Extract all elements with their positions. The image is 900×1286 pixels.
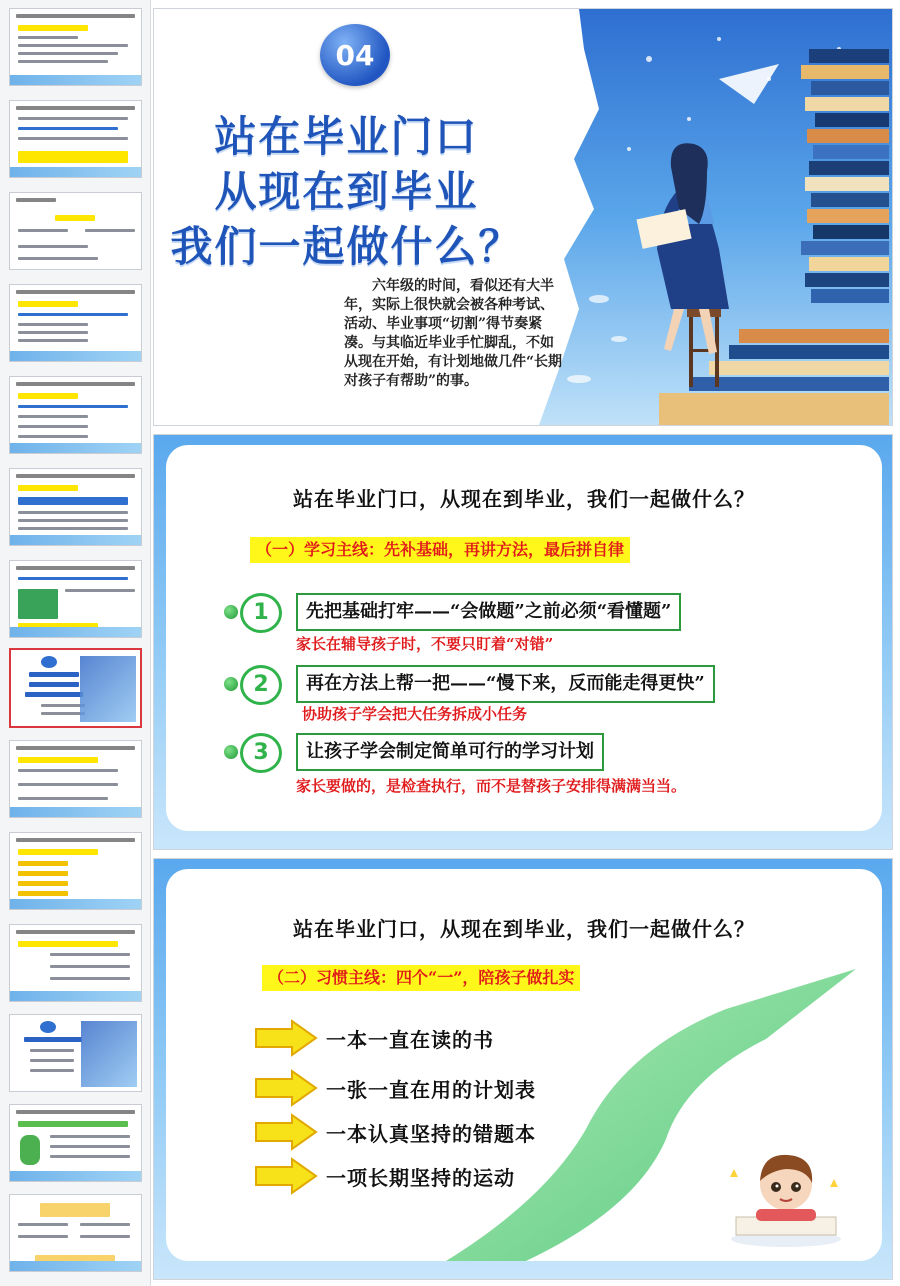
arrow-right-icon [254,1019,318,1057]
slide-thumbnail-2[interactable] [9,100,142,178]
slide-thumbnail-4[interactable] [9,284,142,362]
slide-thumbnail-9[interactable] [9,740,142,818]
slide-thumbnail-12[interactable] [9,1014,142,1092]
slide-title-line-2: 从现在到毕业 [214,167,479,216]
slide-title-line-1: 站在毕业门口 [214,112,479,161]
bullet-dot-icon [224,677,238,691]
slide-thumbnail-14[interactable] [9,1194,142,1272]
section-heading-highlight: （一）学习主线：先补基础，再讲方法，最后拼自律 [250,537,630,563]
arrow-right-icon [254,1157,318,1195]
habit-item-4 [254,1157,515,1195]
slide-thumbnail-6[interactable] [9,468,142,546]
slide-thumbnail-10[interactable] [9,832,142,910]
boy-studying-illustration [726,1139,846,1249]
slide-habit-mainline[interactable] [153,858,893,1280]
slide-thumbnail-1[interactable] [9,8,142,86]
slide-content-panel [166,869,882,1261]
slide-thumbnail-5[interactable] [9,376,142,454]
slide-thumbnail-7[interactable] [9,560,142,638]
study-item-1-note: 家长在辅导孩子时，不要只盯着“对错” [296,635,554,653]
study-item-2: 再在方法上帮一把——“慢下来，反而能走得更快” [296,665,715,703]
section-number-badge: 04 [320,24,390,86]
slide-thumbnail-8-current[interactable] [9,648,142,728]
slide-title-line-3: 我们一起做什么？ [170,222,523,271]
study-item-1: 先把基础打牢——“会做题”之前必须“看懂题” [296,593,681,631]
bullet-dot-icon [224,605,238,619]
study-item-3: 让孩子学会制定简单可行的学习计划 [296,733,604,771]
slide-thumbnail-13[interactable] [9,1104,142,1182]
slide-study-mainline[interactable] [153,434,893,850]
slide-thumbnail-panel [0,0,151,1286]
number-1-icon: 1 [240,593,282,633]
study-item-3-note: 家长要做的，是检查执行，而不是替孩子安排得满满当当。 [296,777,687,795]
slide-heading: 站在毕业门口，从现在到毕业，我们一起做什么？ [293,487,755,511]
habit-item-label: 一项长期坚持的运动 [326,1165,515,1190]
intro-paragraph: 六年级的时间，看似还有大半年，实际上很快就会被各种考试、活动、毕业事项“切割”得节奏紧凑。与其临近毕业手忙脚乱，不如从现在开始，有计划地做几件“长期对孩子有帮助”的事。 [344,278,563,389]
slide-content-panel [166,445,882,831]
slide-heading: 站在毕业门口，从现在到毕业，我们一起做什么？ [293,917,755,941]
habit-item-label: 一张一直在用的计划表 [326,1077,536,1102]
number-2-icon: 2 [240,665,282,705]
slide-thumbnail-11[interactable] [9,924,142,1002]
habit-item-2 [254,1069,536,1107]
study-item-2-note: 协助孩子学会把大任务拆成小任务 [302,705,528,723]
arrow-right-icon [254,1113,318,1151]
slide-04-title[interactable] [153,8,893,426]
habit-item-label: 一本一直在读的书 [326,1027,494,1052]
habit-item-label: 一本认真坚持的错题本 [326,1121,536,1146]
habit-item-1 [254,1019,494,1057]
arrow-right-icon [254,1069,318,1107]
girl-reading-illustration [539,9,892,425]
habit-item-3 [254,1113,536,1151]
number-3-icon: 3 [240,733,282,773]
section-heading-highlight: （二）习惯主线：四个“一”，陪孩子做扎实 [262,965,580,991]
bullet-dot-icon [224,745,238,759]
slide-thumbnail-3[interactable] [9,192,142,270]
